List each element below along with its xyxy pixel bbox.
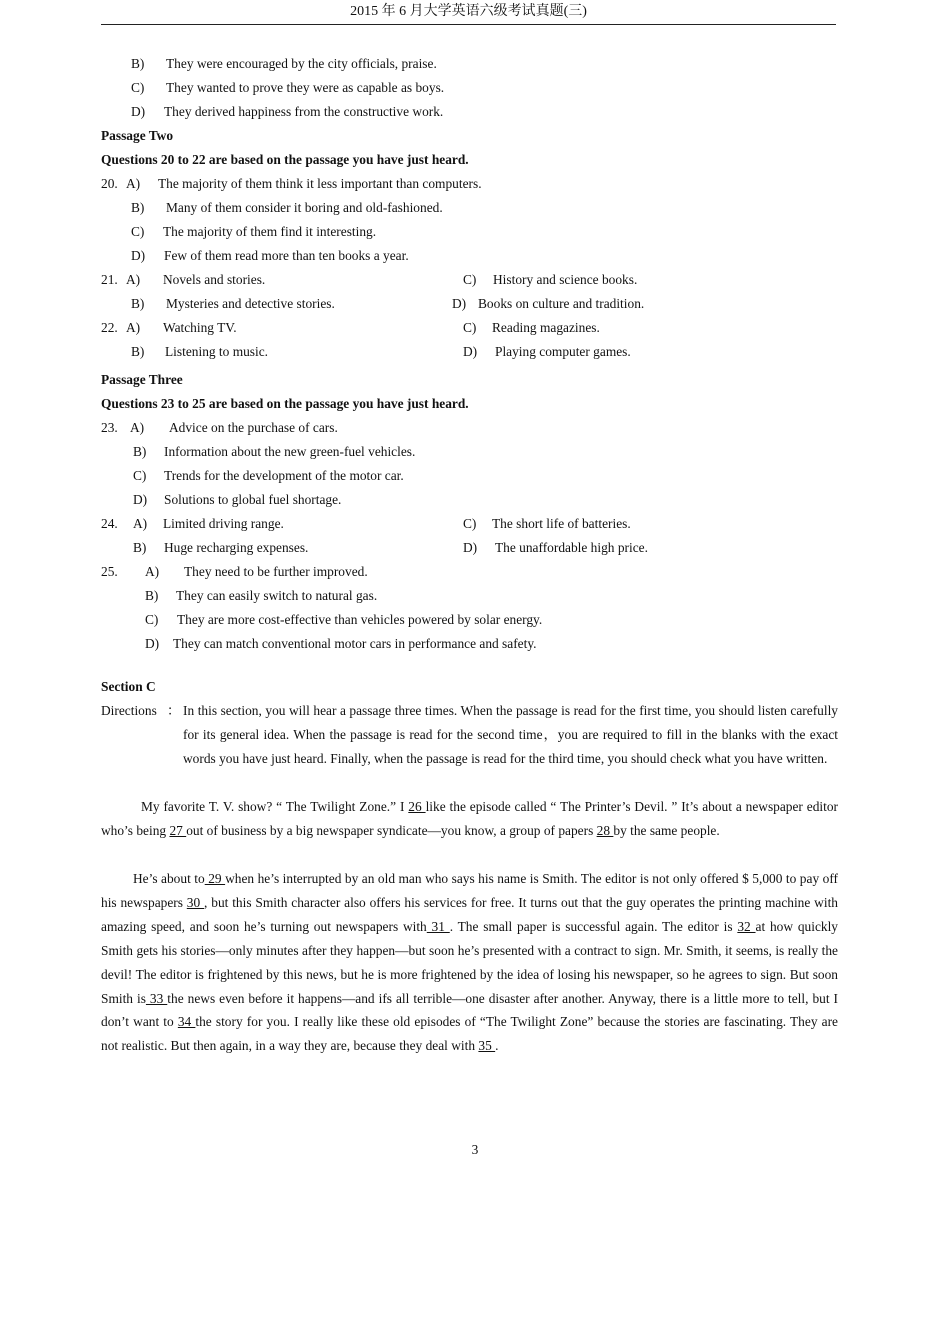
q25-option-b-text: They can easily switch to natural gas. <box>176 588 378 603</box>
q20-option-a-text: The majority of them think it less important than computers. <box>158 176 482 191</box>
q24-option-b-label: B) <box>133 540 147 555</box>
q19-option-b-text: They were encouraged by the city officials, praise. <box>166 56 437 71</box>
q23-option-c-label: C) <box>133 468 147 483</box>
q19-option-b-label: B) <box>131 56 145 71</box>
q19-option-d-text: They derived happiness from the constructive work. <box>164 104 444 119</box>
passage-paragraph-1: My favorite T. V. show? “ The Twilight Zone.” I 26 like the episode called “ The Printer’s Devil. ” It’s about a newspaper editor who’s being 27 out of business by a big newspaper syndicate—you know, a group of papers 28 by the same people. <box>101 799 839 838</box>
page-header: 2015 年 6 月大学英语六级考试真题(三) <box>101 2 836 25</box>
q23-option-b-label: B) <box>133 444 147 459</box>
q20-option-b-text: Many of them consider it boring and old-fashioned. <box>166 200 443 215</box>
q23-option-a-text: Advice on the purchase of cars. <box>169 420 338 435</box>
blank-35[interactable]: 35 <box>478 1038 496 1054</box>
q22-option-d-label: D) <box>463 344 478 359</box>
passage-paragraph-2: He’s about to 29 when he’s interrupted by an old man who says his name is Smith. The editor is not only offered $ 5,000 to pay off his newspapers 30 , but this Smith character also offers his services for free. It turns out that the guy operates the printing machine with amazing speed, and soon he’s turning out newspapers with 31 . The small paper is successful again. The editor is 32 at how quickly Smith gets his stories—only minutes after they happen—but soon he’s presented with a contract to sign. Mr. Smith, it seems, is really the devil! The editor is frightened by this news, but he is more frightened by the idea of losing his newspaper, so he agrees to sign. But soon Smith is 33 the news even before it happens—and ifs all terrible—one disaster after another. Anyway, there is a little more to tell, but I don’t want to 34 the story for you. I really like these old episodes of “The Twilight Zone” because the stories are fascinating. They are not realistic. But then again, in a way they are, because they deal with 35 . <box>101 871 839 1054</box>
passage-three-title: Passage Three <box>101 372 183 387</box>
q24-option-d-label: D) <box>463 540 478 555</box>
q21-option-a-label: A) <box>126 272 141 287</box>
q21-option-b-text: Mysteries and detective stories. <box>166 296 335 311</box>
q22-option-a-label: A) <box>126 320 141 335</box>
q19-option-c-label: C) <box>131 80 145 95</box>
q24-option-c-label: C) <box>463 516 477 531</box>
q24-option-a-text: Limited driving range. <box>163 516 284 531</box>
q24-option-d-text: The unaffordable high price. <box>495 540 648 555</box>
q25-option-c-label: C) <box>145 612 159 627</box>
q20-option-c-label: C) <box>131 224 145 239</box>
blank-31[interactable]: 31 <box>426 918 450 934</box>
q25-option-a-text: They need to be further improved. <box>184 564 368 579</box>
q20-option-c-text: The majority of them find it interesting. <box>163 224 377 239</box>
q22-option-b-label: B) <box>131 344 145 359</box>
passage-two-instruction: Questions 20 to 22 are based on the passage you have just heard. <box>101 152 469 167</box>
q20-option-b-label: B) <box>131 200 145 215</box>
directions-text: In this section, you will hear a passage three times. When the passage is read for the first time, you should listen carefully for its general idea. When the passage is read for the second time，you are required to fill in the blanks with the exact words you have just heard. Finally, when the passage is read for the third time, you should check what you have written. <box>183 703 838 766</box>
q22-option-a-text: Watching TV. <box>163 320 237 335</box>
q21-number: 21. <box>101 272 118 287</box>
q25-number: 25. <box>101 564 118 579</box>
q22-option-c-text: Reading magazines. <box>492 320 600 335</box>
q23-option-c-text: Trends for the development of the motor car. <box>164 468 404 483</box>
directions-colon: ： <box>167 703 181 718</box>
q21-option-b-label: B) <box>131 296 145 311</box>
q25-option-a-label: A) <box>145 564 160 579</box>
blank-32[interactable]: 32 <box>737 918 756 934</box>
q25-option-b-label: B) <box>145 588 159 603</box>
blank-28[interactable]: 28 <box>596 822 614 838</box>
q25-option-c-text: They are more cost-effective than vehicles powered by solar energy. <box>177 612 543 627</box>
q21-option-c-text: History and science books. <box>493 272 638 287</box>
q22-option-d-text: Playing computer games. <box>495 344 631 359</box>
q24-option-c-text: The short life of batteries. <box>492 516 631 531</box>
q24-option-b-text: Huge recharging expenses. <box>164 540 309 555</box>
q24-number: 24. <box>101 516 118 531</box>
q23-option-a-label: A) <box>130 420 145 435</box>
q22-number: 22. <box>101 320 118 335</box>
q22-option-c-label: C) <box>463 320 477 335</box>
q21-option-a-text: Novels and stories. <box>163 272 266 287</box>
blank-30[interactable]: 30 <box>186 894 205 910</box>
q21-option-d-label: D) <box>452 296 467 311</box>
page-number: 3 <box>471 1142 479 1157</box>
q21-option-d-text: Books on culture and tradition. <box>478 296 645 311</box>
blank-26[interactable]: 26 <box>408 799 426 814</box>
q19-option-d-label: D) <box>131 104 146 119</box>
blank-29[interactable]: 29 <box>204 871 226 886</box>
passage-two-title: Passage Two <box>101 128 174 143</box>
blank-33[interactable]: 33 <box>145 990 168 1006</box>
q21-option-c-label: C) <box>463 272 477 287</box>
q20-option-d-text: Few of them read more than ten books a year. <box>164 248 409 263</box>
q23-option-d-label: D) <box>133 492 148 507</box>
directions-label: Directions <box>101 703 157 718</box>
q24-option-a-label: A) <box>133 516 148 531</box>
q25-option-d-text: They can match conventional motor cars in performance and safety. <box>173 636 537 651</box>
q23-option-d-text: Solutions to global fuel shortage. <box>164 492 342 507</box>
q22-option-b-text: Listening to music. <box>165 344 269 359</box>
q23-option-b-text: Information about the new green-fuel vehicles. <box>164 444 416 459</box>
q19-option-c-text: They wanted to prove they were as capable as boys. <box>166 80 445 95</box>
passage-three-instruction: Questions 23 to 25 are based on the passage you have just heard. <box>101 396 469 411</box>
blank-34[interactable]: 34 <box>177 1014 196 1030</box>
q25-option-d-label: D) <box>145 636 160 651</box>
q20-option-a-label: A) <box>126 176 141 191</box>
section-c-title: Section C <box>101 679 156 694</box>
q20-number: 20. <box>101 176 118 191</box>
q20-option-d-label: D) <box>131 248 146 263</box>
q23-number: 23. <box>101 420 118 435</box>
blank-27[interactable]: 27 <box>169 822 187 838</box>
